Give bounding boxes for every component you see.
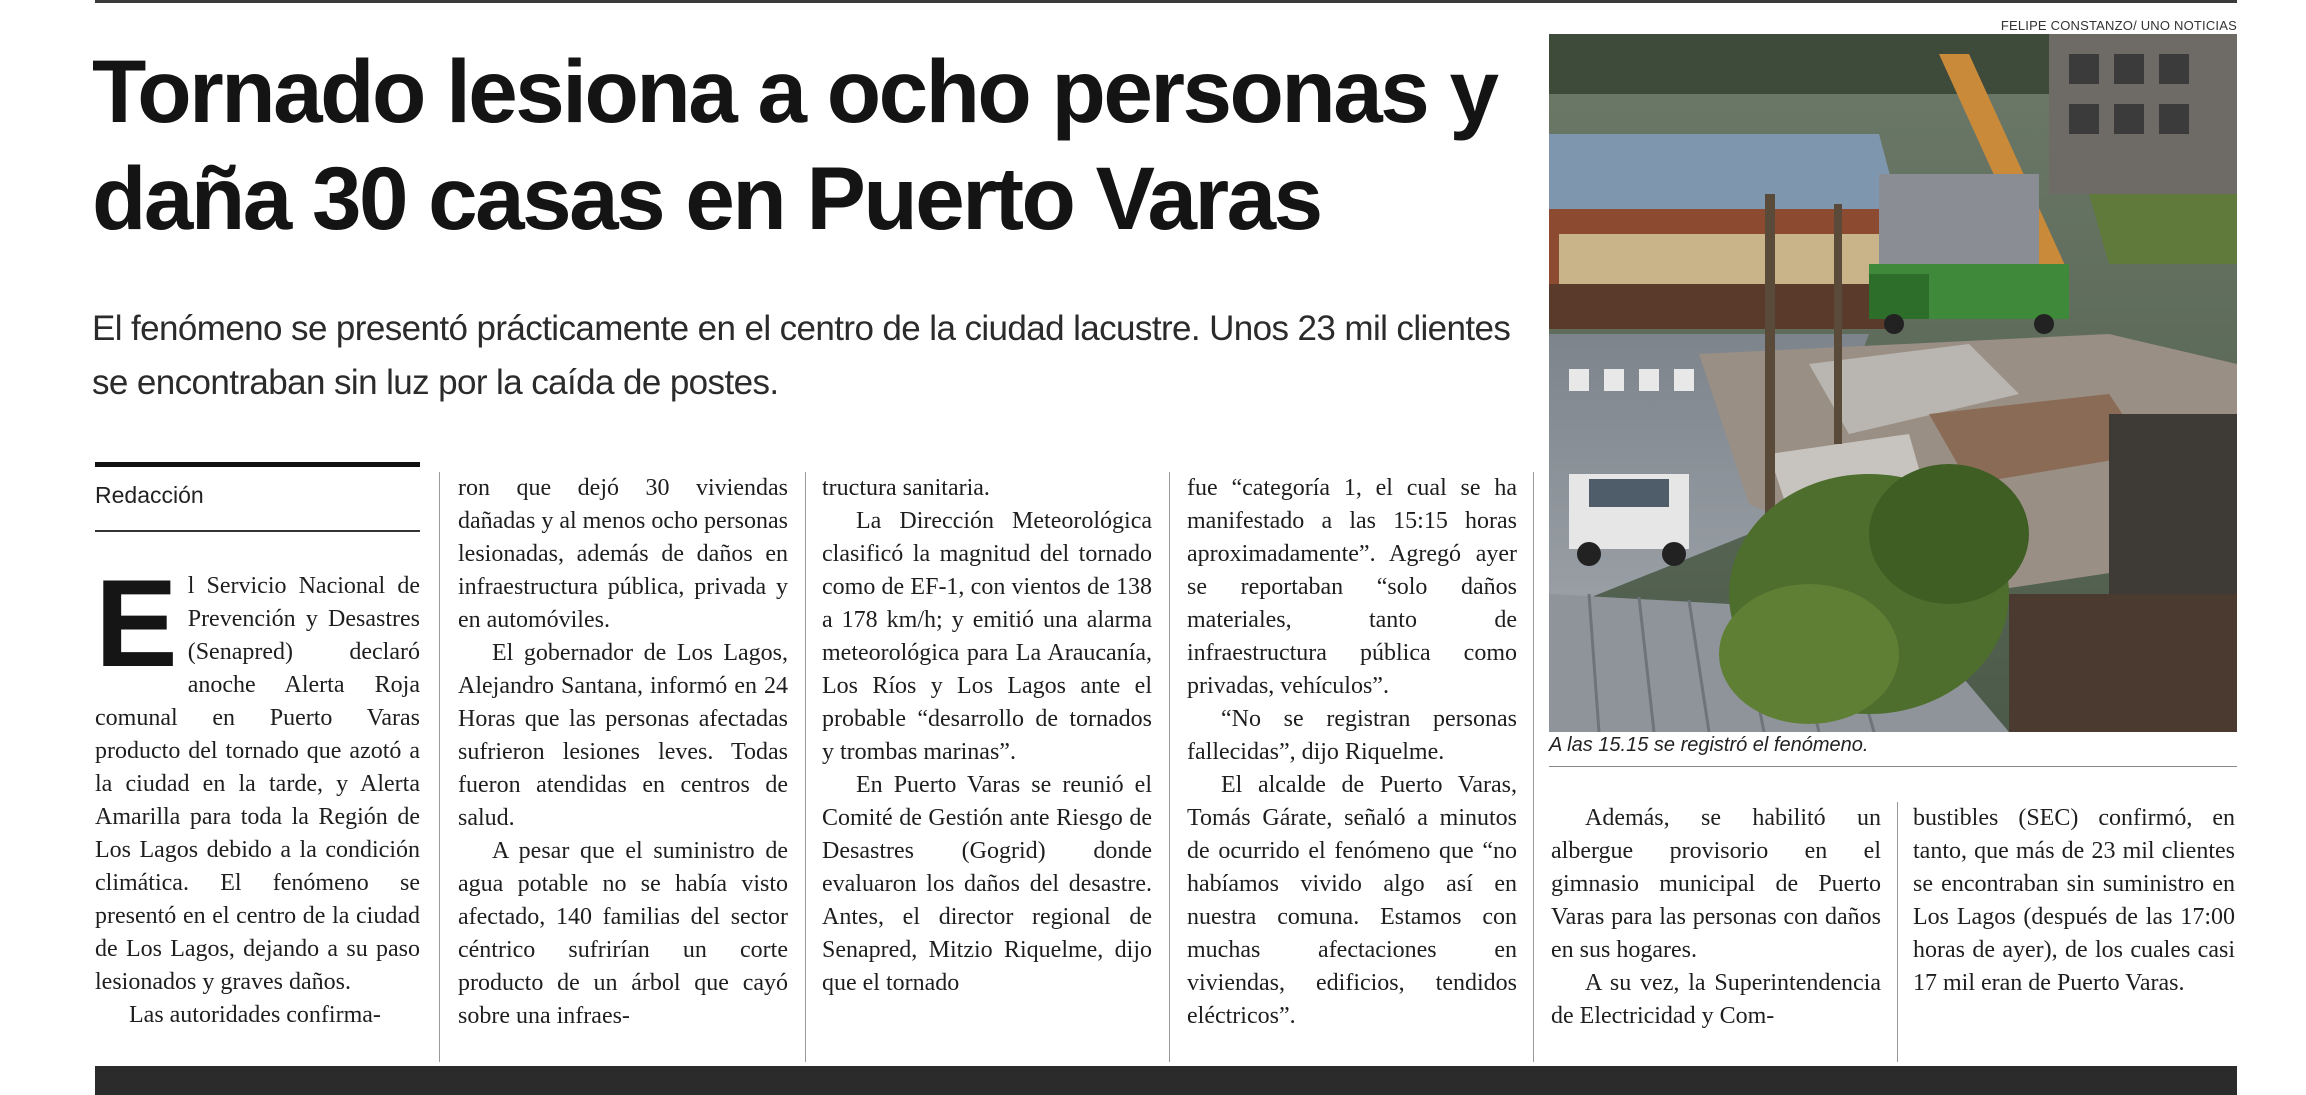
column-divider: [1169, 472, 1170, 1062]
byline-rule-bottom: [95, 530, 420, 532]
article-column-5: [1551, 802, 1881, 1033]
top-rule: [95, 0, 2237, 3]
paragraph: bustibles (SEC) confirmó, en tanto, que más de 23 mil clientes se encontraban sin suministro en Los Lagos (después de las 17:00 horas de ayer), de los cuales casi 17 mil eran de Puerto Varas.: [1913, 805, 2235, 996]
article-column-2: [458, 472, 788, 1033]
column-divider: [1533, 472, 1534, 1062]
article-column-1: [95, 555, 420, 1032]
photo-caption: A las 15.15 se registró el fenómeno.: [1549, 734, 1869, 756]
article-column-4: [1187, 472, 1517, 1033]
bottom-bar: [95, 1066, 2237, 1095]
paragraph: fue “categoría 1, el cual se ha manifestado a las 15:15 horas aproximadamente”. Agregó ayer se reportaban “solo daños materiales, tanto de infraestructura pública como privadas, vehículos”.: [1187, 475, 1517, 699]
paragraph: l Servicio Nacional de Prevención y Desastres (Senapred) declaró anoche Alerta Roja comunal en Puerto Varas producto del tornado que azotó a la ciudad en la tarde, y Alerta Amarilla para toda la Región de Los Lagos debido a la condición climática. El fenómeno se presentó en el centro de la ciudad de Los Lagos, dejando a su paso lesionados y graves daños.: [95, 573, 420, 995]
byline-rule-top: [95, 462, 420, 467]
paragraph: Las autoridades confirma-: [129, 1002, 381, 1028]
article-column-6: [1913, 802, 2235, 1000]
paragraph: tructura sanitaria.: [822, 475, 990, 501]
paragraph: “No se registran personas fallecidas”, dijo Riquelme.: [1187, 706, 1517, 765]
paragraph: Además, se habilitó un albergue provisorio en el gimnasio municipal de Puerto Varas para las personas con daños en sus hogares.: [1551, 805, 1881, 963]
paragraph: A pesar que el suministro de agua potable no se había visto afectado, 140 familias del sector céntrico sufrirían un corte producto de un árbol que cayó sobre una infraes-: [458, 838, 788, 1029]
paragraph: ron que dejó 30 viviendas dañadas y al menos ocho personas lesionadas, además de daños en infraestructura pública, privada y en automóviles.: [458, 475, 788, 633]
column-divider: [1897, 802, 1898, 1062]
dropcap: E: [95, 555, 178, 693]
column-divider: [439, 472, 440, 1062]
byline: Redacción: [95, 482, 204, 508]
column-divider: [805, 472, 806, 1062]
caption-rule: [1549, 766, 2237, 767]
paragraph: La Dirección Meteorológica clasificó la magnitud del tornado como de EF-1, con vientos de 138 a 178 km/h; y emitió una alarma meteorológica para La Araucanía, Los Ríos y Los Lagos ante el probable “desarrollo de tornados y trombas marinas”.: [822, 508, 1152, 765]
paragraph: A su vez, la Superintendencia de Electricidad y Com-: [1551, 970, 1881, 1029]
deck-subtitle: El fenómeno se presentó prácticamente en el centro de la ciudad lacustre. Unos 23 mil clientes se encontraban sin luz por la caída de postes.: [92, 309, 1511, 402]
article-column-3: [822, 472, 1152, 1000]
paragraph: En Puerto Varas se reunió el Comité de Gestión ante Riesgo de Desastres (Gogrid) donde evaluaron los daños del desastre. Antes, el director regional de Senapred, Mitzio Riquelme, dijo que el tornado: [822, 772, 1152, 996]
headline: Tornado lesiona a ocho personas y daña 30 casas en Puerto Varas: [92, 41, 1497, 248]
photo-credit: FELIPE CONSTANZO/ UNO NOTICIAS: [2000, 18, 2237, 33]
paragraph: El gobernador de Los Lagos, Alejandro Santana, informó en 24 Horas que las personas afectadas sufrieron lesiones leves. Todas fueron atendidas en centros de salud.: [458, 640, 788, 831]
tornado-damage-photo: [1549, 34, 2237, 732]
paragraph: El alcalde de Puerto Varas, Tomás Gárate, señaló a minutos de ocurrido el fenómeno que “no habíamos vivido algo así en nuestra comuna. Estamos con muchas afectaciones en viviendas, edificios, tendidos eléctricos”.: [1187, 772, 1517, 1029]
